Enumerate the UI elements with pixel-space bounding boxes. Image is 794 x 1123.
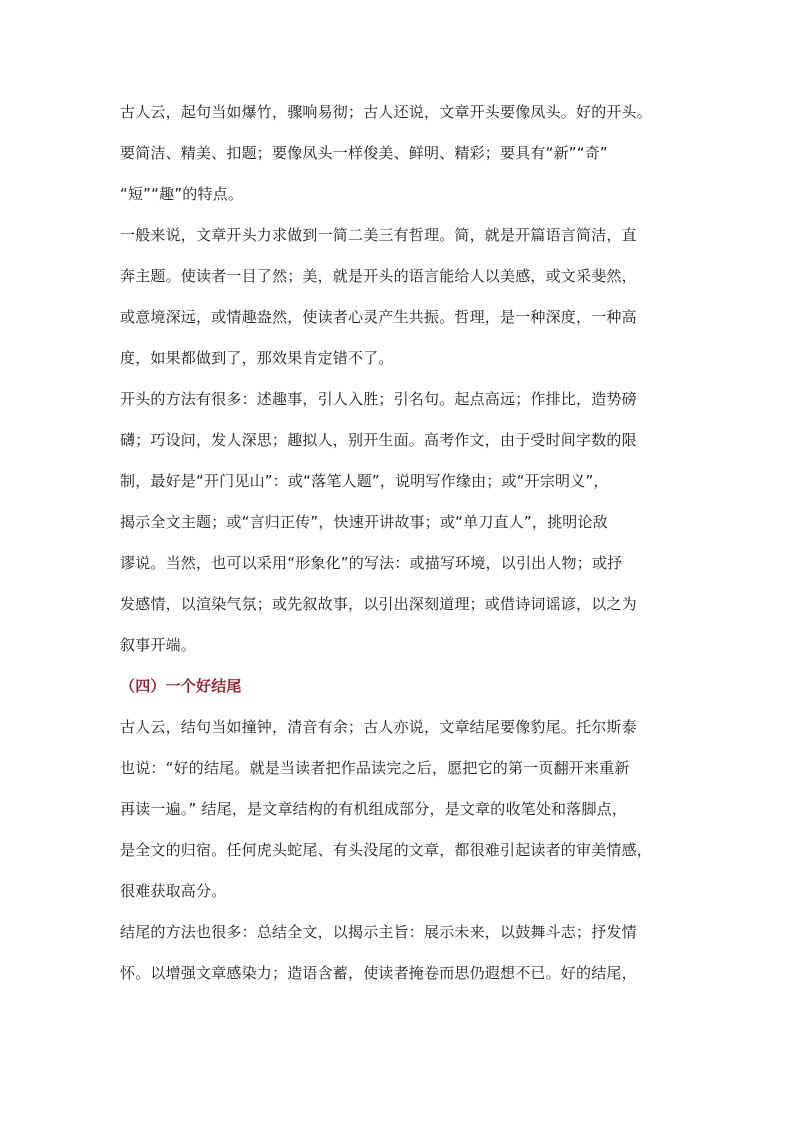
paragraph-line: 要简洁、精美、扣题；要像凤头一样俊美、鲜明、精彩；要具有“新”“奇” <box>120 144 608 162</box>
section-heading: （四）一个好结尾 <box>120 677 242 695</box>
paragraph-line: 揭示全文主题；或“言归正传”，快速开讲故事；或“单刀直人”，挑明论敌 <box>120 513 608 531</box>
paragraph-line: 礴；巧设问，发人深思；趣拟人，别开生面。高考作文，由于受时间字数的限 <box>120 431 637 449</box>
paragraph-line: “短”“趣”的特点。 <box>120 185 244 203</box>
paragraph-line: 古人云，起句当如爆竹，骤响易彻；古人还说，文章开头要像凤头。好的开头。 <box>120 103 653 121</box>
paragraph-line: 或意境深远，或情趣盎然，使读者心灵产生共振。哲理，是一种深度，一种高 <box>120 308 637 326</box>
paragraph-line: 结尾的方法也很多：总结全文，以揭示主旨：展示未来，以鼓舞斗志；抒发情 <box>120 923 637 941</box>
paragraph-line: 怀。以增强文章感染力；造语含蓄，使读者掩卷而思仍遐想不已。好的结尾， <box>120 964 637 982</box>
paragraph-line: 古人云，结句当如撞钟，清音有余；古人亦说，文章结尾要像豹尾。托尔斯泰 <box>120 718 637 736</box>
paragraph-line: 制，最好是“开门见山”：或“落笔人题”，说明写作缘由；或“开宗明义”， <box>120 472 609 490</box>
paragraph-line: 再读一遍。” 结尾，是文章结构的有机组成部分，是文章的收笔处和落脚点， <box>120 800 628 818</box>
paragraph-line: 谬说。当然，也可以采用“形象化”的写法：或描写环境，以引出人物；或抒 <box>120 554 623 572</box>
paragraph-line: 一般来说，文章开头力求做到一简二美三有哲理。简，就是开篇语言简洁，直 <box>120 226 637 244</box>
paragraph-line: 也说：“好的结尾。就是当读者把作品读完之后，愿把它的第一页翻开来重新 <box>120 759 630 777</box>
paragraph-line: 发感情，以渲染气氛；或先叙故事，以引出深刻道理；或借诗词谣谚，以之为 <box>120 595 637 613</box>
paragraph-line: 叙事开端。 <box>120 636 197 654</box>
paragraph-line: 是全文的归宿。任何虎头蛇尾、有头没尾的文章，都很难引起读者的审美情感， <box>120 841 653 859</box>
paragraph-line: 很难获取高分。 <box>120 882 227 900</box>
paragraph-line: 开头的方法有很多：述趣事，引人入胜；引名句。起点高远；作排比，造势磅 <box>120 390 637 408</box>
paragraph-line: 度，如果都做到了，那效果肯定错不了。 <box>120 349 394 367</box>
paragraph-line: 奔主题。使读者一目了然；美，就是开头的语言能给人以美感，或文采斐然， <box>120 267 637 285</box>
